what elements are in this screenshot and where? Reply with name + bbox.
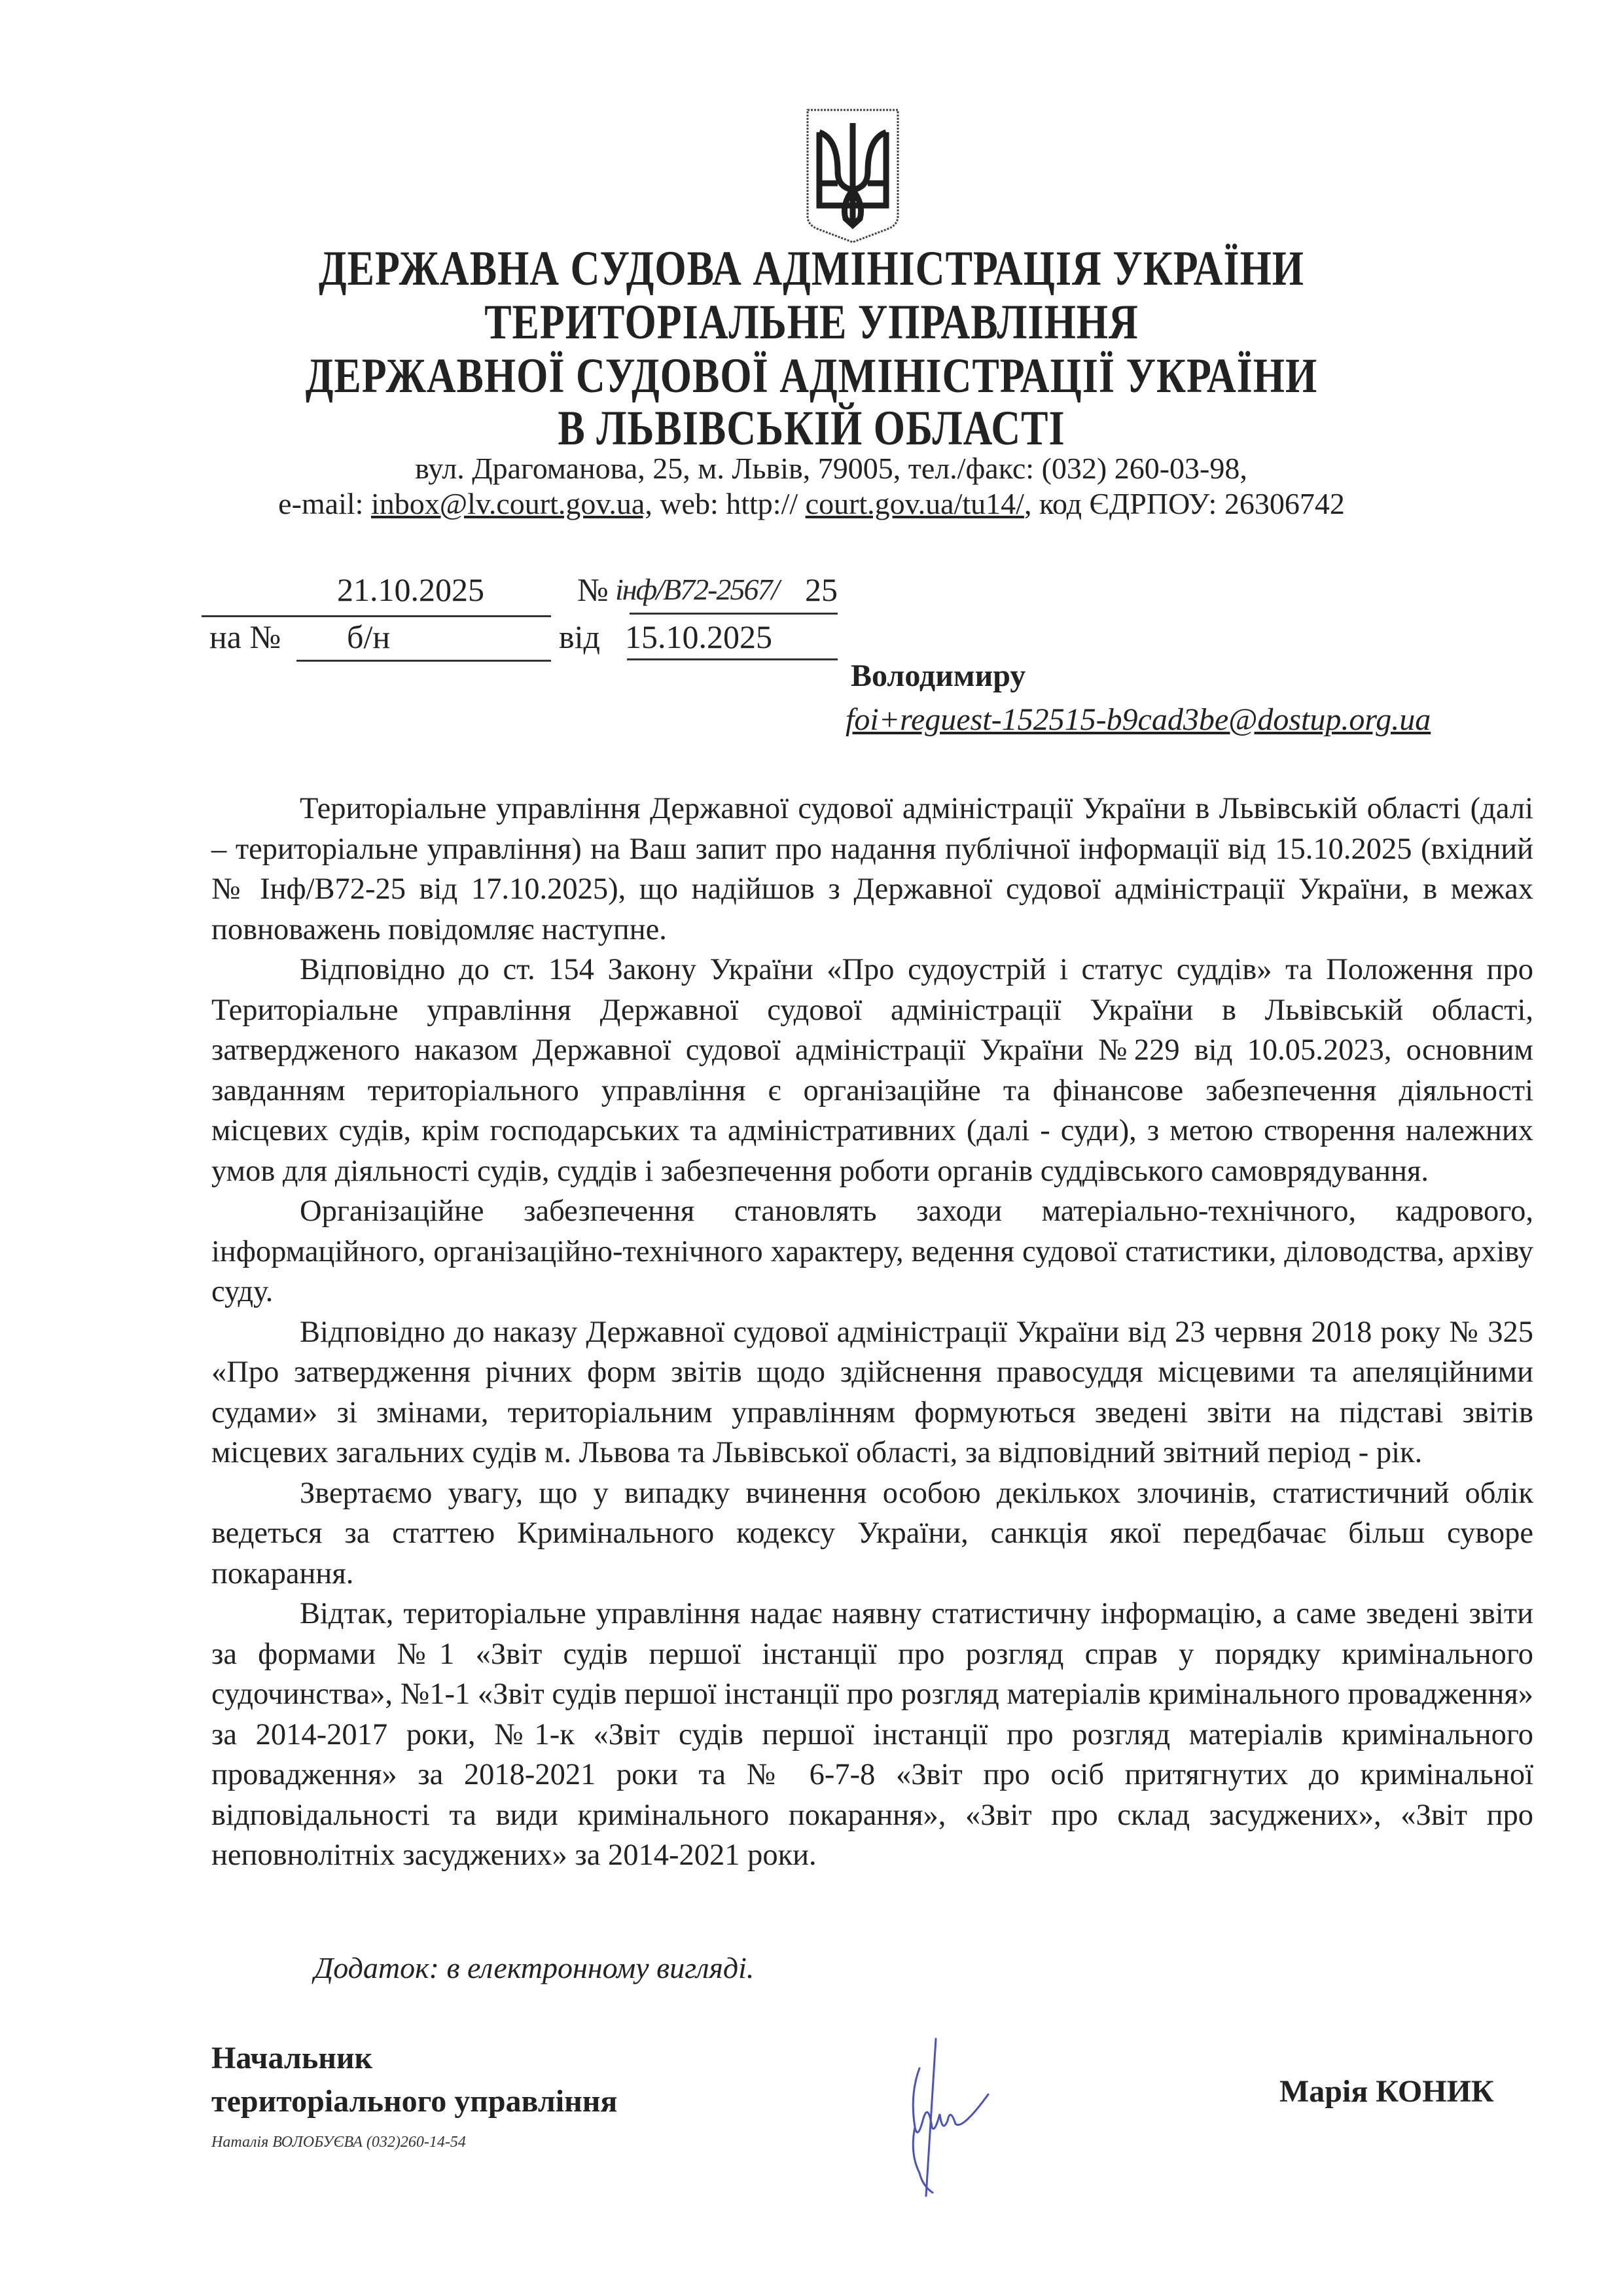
- letter-body: [211, 789, 1533, 1876]
- outgoing-number-label: №: [577, 571, 609, 608]
- coat-of-arms-icon: [804, 106, 902, 245]
- date-underline: [202, 615, 551, 617]
- recipient-name: Володимиру: [851, 658, 1026, 693]
- body-paragraph: Організаційне забезпечення становлять заходи матеріально-технічного, кадрового, інформаційного, організаційно-технічного характеру, ведення судової статистики, діловодства, архіву суду.: [211, 1194, 1533, 1308]
- email-label: e-mail:: [278, 487, 371, 520]
- incoming-number-underline: [296, 660, 551, 662]
- executor-contact: Наталія ВОЛОБУЄВА (032)260-14-54: [211, 2134, 466, 2151]
- incoming-date: 15.10.2025: [625, 619, 772, 655]
- org-title-line-2: ТЕРИТОРІАЛЬНЕ УПРАВЛІННЯ: [484, 295, 1139, 350]
- incoming-date-underline: [627, 658, 838, 660]
- org-title-line-1: ДЕРЖАВНА СУДОВА АДМІНІСТРАЦІЯ УКРАЇНИ: [318, 242, 1305, 296]
- incoming-date-label: від: [559, 619, 600, 655]
- incoming-number: б/н: [347, 619, 391, 655]
- org-title-line-3: ДЕРЖАВНОЇ СУДОВОЇ АДМІНІСТРАЦІЇ УКРАЇНИ: [305, 349, 1318, 404]
- signer-name: Марія КОНИК: [1279, 2074, 1494, 2109]
- body-paragraph: Територіальне управління Державної судової адміністрації України в Львівській області (далі – територіальне управління) на Ваш запит про надання публічної інформації від 15.10.2025 (вхідний № Інф/В72-25 від 17.10.2025), що надійшов з Державної судової адміністрації України, в межах повноважень повідомляє наступне.: [211, 792, 1533, 946]
- recipient-email-link[interactable]: foi+reguest-152515-b9cad3be@dostup.org.ua: [846, 702, 1431, 737]
- outgoing-date: 21.10.2025: [337, 571, 484, 608]
- org-contacts: [0, 486, 1623, 522]
- body-paragraph: Звертаємо увагу, що у випадку вчинення особою декількох злочинів, статистичний облік ведеться за статтею Кримінального кодексу України, санкція якої передбачає більш суворе покарання.: [211, 1476, 1533, 1590]
- incoming-number-label: на №: [209, 619, 281, 655]
- handwritten-signature-icon: [897, 2036, 1001, 2199]
- org-website-link[interactable]: court.gov.ua/tu14/: [805, 487, 1024, 520]
- outgoing-number-suffix: 25: [805, 571, 838, 608]
- body-paragraph: Відтак, територіальне управління надає наявну статистичну інформацію, а саме зведені звіти за формами №1 «Звіт судів першої інстанції про розгляд справ у порядку кримінального судочинства», №1-1 «Звіт судів першої інстанції про розгляд матеріалів кримінального провадження» за 2014-2017 роки, №1-к «Звіт судів першої інстанції про розгляд матеріалів кримінального провадження» за 2018-2021 роки та № 6-7-8 «Звіт про осіб притягнутих до кримінальної відповідальності та види кримінального покарання», «Звіт про склад засуджених», «Звіт про неповнолітніх засуджених» за 2014-2021 роки.: [211, 1597, 1533, 1872]
- attachment-note: Додаток: в електронному вигляді.: [314, 1951, 755, 1984]
- signatory-title-line-2: територіального управління: [211, 2084, 618, 2119]
- org-title-line-4: В ЛЬВІВСЬКІЙ ОБЛАСТІ: [558, 401, 1065, 456]
- org-address: вул. Драгоманова, 25, м. Львів, 79005, тел./факс: (032) 260-03-98,: [415, 452, 1247, 485]
- org-email-link[interactable]: inbox@lv.court.gov.ua,: [370, 487, 652, 520]
- edrpou-code: , код ЄДРПОУ: 26306742: [1024, 487, 1345, 520]
- web-label: web: http://: [652, 487, 806, 520]
- body-paragraph: Відповідно до ст. 154 Закону України «Про судоустрій і статус суддів» та Положення про Територіальне управління Державної судової адміністрації України в Львівській області, затвердженого наказом Державної судової адміністрації України №229 від 10.05.2023, основним завданням територіального управління є організаційне та фінансове забезпечення діяльності місцевих судів, крім господарських та адміністративних (далі - суди), з метою створення належних умов для діяльності судів, суддів і забезпечення роботи органів суддівського самоврядування.: [211, 953, 1533, 1188]
- signatory-title-line-1: Начальник: [211, 2041, 373, 2075]
- outgoing-number-handwritten: інф/В72-2567/: [615, 573, 779, 606]
- number-underline: [630, 613, 838, 615]
- body-paragraph: Відповідно до наказу Державної судової адміністрації України від 23 червня 2018 року № 325 «Про затвердження річних форм звітів щодо здійснення правосуддя місцевими та апеляційними судами» зі змінами, територіальним управлінням формуються зведені звіти на підставі звітів місцевих загальних судів м. Львова та Львівської області, за відповідний звітний період - рік.: [211, 1315, 1533, 1469]
